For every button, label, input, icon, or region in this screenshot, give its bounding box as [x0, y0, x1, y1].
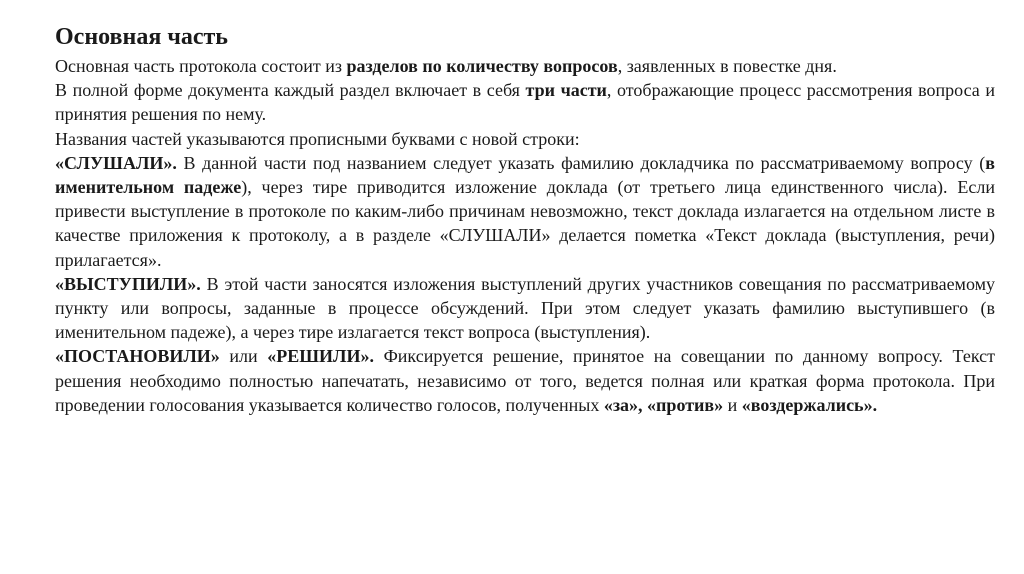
paragraph-three-parts	[55, 78, 995, 126]
paragraph-slushali	[55, 151, 995, 272]
text: ), через тире приводится изложение доклада (от третьего лица единственного числа). Если привести выступление в протоколе по каким-либо причинам невозможно, текст доклада излагается на отдельном листе в качестве приложения к протоколу, а в разделе «СЛУШАЛИ» делается пометка «Текст доклада (выступления, речи) прилагается».	[55, 177, 995, 270]
text: и	[723, 394, 742, 415]
text: В полной форме документа каждый раздел включает в себя	[55, 80, 526, 101]
text: Названия частей указываются прописными буквами с новой строки:	[55, 128, 580, 149]
text: В этой части заносятся изложения выступлений других участников совещания по рассматриваемому пункту или вопросы, заданные в процессе обсуждений. При этом следует указать фамилию выступившего (в именительном падеже), а через тире излагается текст вопроса (выступления).	[55, 273, 995, 343]
paragraph-postanovili	[55, 344, 995, 417]
page-title: Основная часть	[55, 24, 228, 50]
text: , отображающие процесс рассмотрения вопроса и принятия решения по нему.	[55, 80, 995, 125]
bold-text: в именительном падеже	[55, 152, 995, 198]
bold-text: три части	[525, 80, 607, 101]
text: , заявленных в повестке дня.	[617, 56, 837, 76]
text: В данной части под названием следует указать фамилию докладчика по рассматриваемому вопросу (	[176, 152, 986, 173]
bold-text: «РЕШИЛИ».	[267, 346, 374, 367]
bold-text: «за», «против»	[603, 394, 724, 415]
bold-text: «ПОСТАНОВИЛИ»	[55, 346, 220, 367]
text: Основная часть протокола состоит из	[55, 56, 347, 76]
bold-text: разделов по количеству вопросов	[346, 56, 618, 76]
bold-text: «воздержались».	[741, 394, 878, 415]
bold-text: «СЛУШАЛИ».	[55, 152, 177, 173]
slide-content	[55, 22, 995, 417]
text: или	[219, 346, 268, 367]
bold-text: «ВЫСТУПИЛИ».	[55, 273, 201, 294]
paragraph-part-names	[55, 127, 995, 151]
paragraph-main-structure	[55, 54, 995, 78]
paragraph-vystupili	[55, 272, 995, 345]
text: Фиксируется решение, принятое на совещании по данному вопросу. Текст решения необходимо полностью напечатать, независимо от того, ведется полная или краткая форма протокола. При проведении голосования указывается количество голосов, полученных	[55, 346, 995, 415]
